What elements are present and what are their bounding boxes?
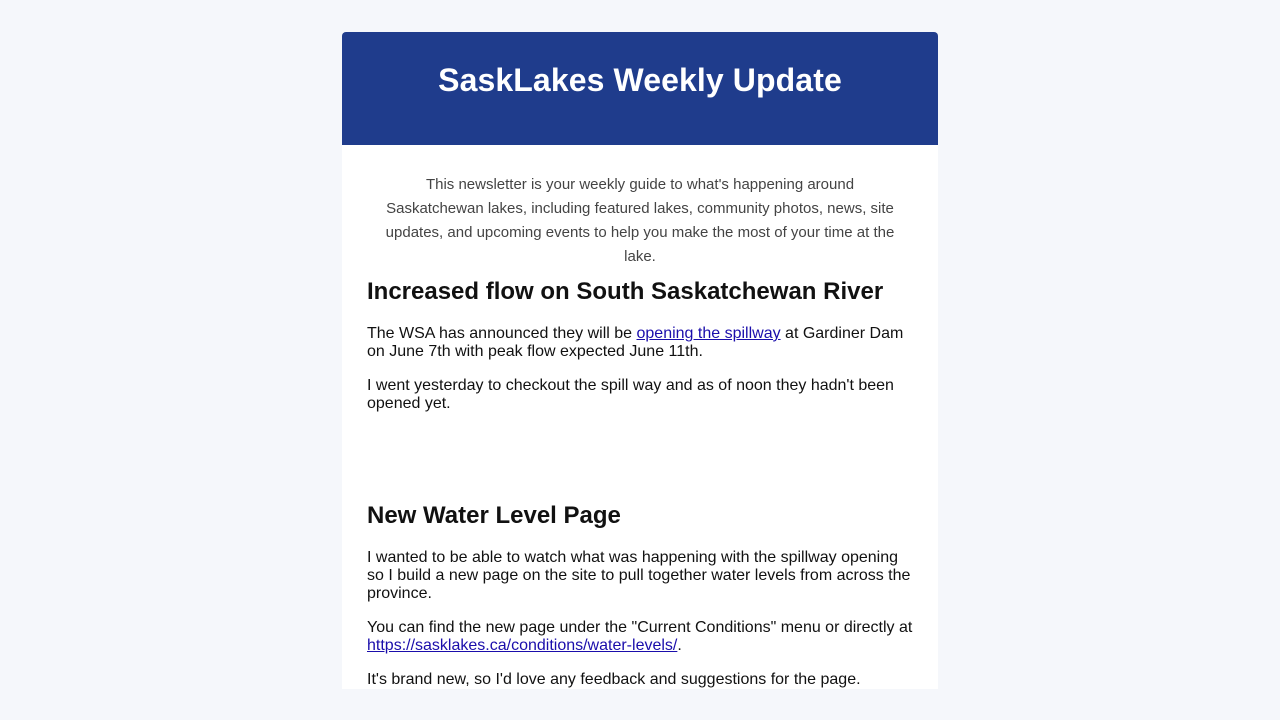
newsletter-email [342,32,938,689]
water-levels-link[interactable]: https://sasklakes.ca/conditions/water-levels/ [367,637,678,654]
text-span: The WSA has announced they will be [367,325,637,342]
section-paragraph: It's brand new, so I'd love any feedback and suggestions for the page. [367,671,861,688]
text-span: You can find the new page under the "Current Conditions" menu or directly at [367,619,913,636]
spillway-link[interactable]: opening the spillway [636,325,781,342]
section-paragraph [367,619,913,655]
section-heading: Increased flow on South Saskatchewan River [367,278,884,305]
section-paragraph: I went yesterday to checkout the spill way and as of noon they hadn't been opened yet. [367,377,894,412]
text-span: . [677,637,682,654]
intro-text: This newsletter is your weekly guide to what's happening around Saskatchewan lakes, including featured lakes, community photos, news, site updates, and upcoming events to help you make the most of your time at the lake. [385,176,895,265]
section-divider-space [342,413,938,501]
section-paragraph [367,325,913,361]
section-water-level [342,501,938,689]
section-heading: New Water Level Page [367,502,621,529]
section-spillway [342,277,938,413]
header-banner [342,32,938,145]
newsletter-title: SaskLakes Weekly Update [438,62,842,98]
intro-block [342,145,938,277]
text-span: at Gardiner Dam on June 7th with peak flow expected June 11th. [367,325,904,360]
section-paragraph: I wanted to be able to watch what was happening with the spillway opening so I build a new page on the site to pull together water levels from across the province. [367,549,911,602]
